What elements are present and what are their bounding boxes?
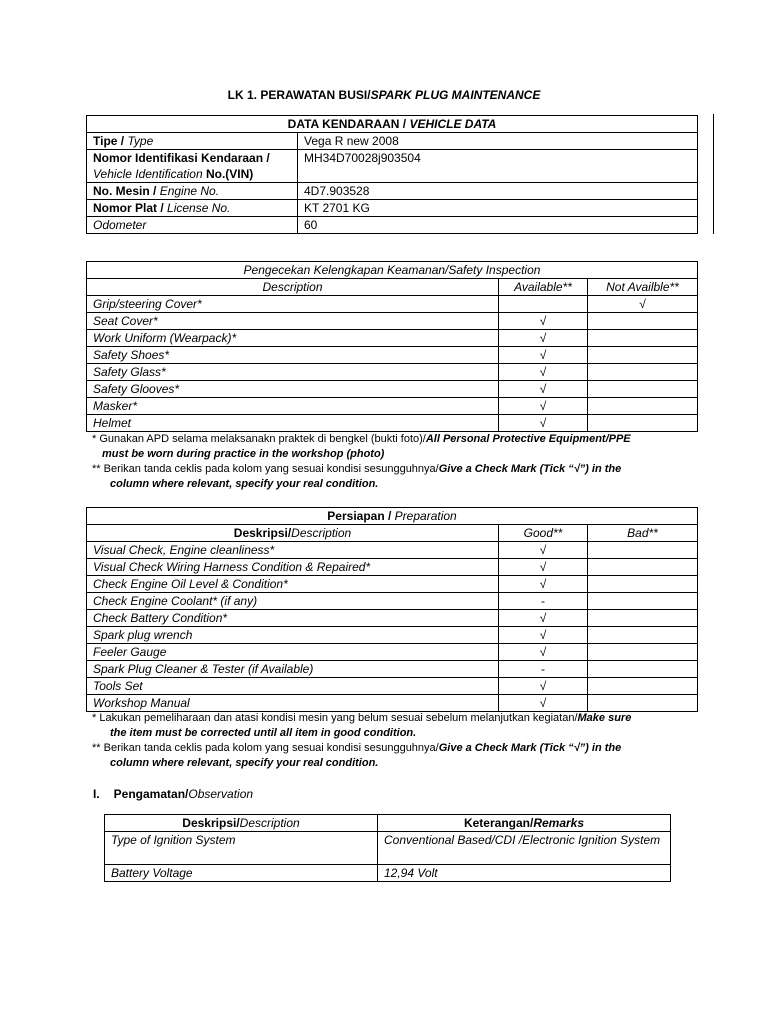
vehicle-value: Vega R new 2008: [298, 133, 698, 150]
page-title: LK 1. PERAWATAN BUSI/SPARK PLUG MAINTENANCE: [227, 88, 541, 102]
check-bad: [588, 542, 698, 559]
safety-title: Pengecekan Kelengkapan Keamanan/Safety Inspection: [87, 262, 698, 279]
table-row: [87, 183, 698, 200]
col-available: Available**: [499, 279, 588, 296]
vehicle-value: KT 2701 KG: [298, 200, 698, 217]
table-row: [105, 832, 671, 865]
table-row: [87, 678, 698, 695]
vehicle-value: 60: [298, 217, 698, 234]
safety-header-row: [87, 279, 698, 296]
table-row: [87, 398, 698, 415]
observation-header-row: [105, 815, 671, 832]
check-not-available: [588, 415, 698, 432]
table-row: [87, 695, 698, 712]
prep-note-2-cont: column where relevant, specify your real condition.: [110, 757, 379, 769]
check-good: √: [499, 559, 588, 576]
table-row: [105, 865, 671, 882]
safety-note-1-cont: must be worn during practice in the workshop (photo): [102, 448, 385, 460]
item-desc: Feeler Gauge: [87, 644, 499, 661]
col-bad: Bad**: [588, 525, 698, 542]
item-desc: Workshop Manual: [87, 695, 499, 712]
check-bad: [588, 593, 698, 610]
check-available: √: [499, 398, 588, 415]
check-not-available: [588, 347, 698, 364]
prep-title: Persiapan / Preparation: [87, 508, 698, 525]
item-desc: Visual Check Wiring Harness Condition & Repaired*: [87, 559, 499, 576]
safety-note-2: ** Berikan tanda ceklis pada kolom yang sesuai kondisi sesungguhnya/Give a Check Mark (Tick “√”) in the: [92, 463, 622, 475]
check-not-available: [588, 381, 698, 398]
item-desc: Tools Set: [87, 678, 499, 695]
item-desc: Check Engine Coolant* (if any): [87, 593, 499, 610]
vehicle-label: No. Mesin / Engine No.: [87, 183, 298, 200]
check-not-available: [588, 364, 698, 381]
check-good: -: [499, 593, 588, 610]
col-description: Deskripsi/Description: [105, 815, 378, 832]
prep-header-row: [87, 525, 698, 542]
vehicle-label: Nomor Plat / License No.: [87, 200, 298, 217]
check-available: √: [499, 330, 588, 347]
col-not-available: Not Availble**: [588, 279, 698, 296]
col-description: Deskripsi/Description: [87, 525, 499, 542]
item-desc: Seat Cover*: [87, 313, 499, 330]
table-row: [87, 415, 698, 432]
observation-remark: Conventional Based/CDI /Electronic Ignition System: [378, 832, 671, 865]
table-row: [87, 217, 698, 234]
check-bad: [588, 644, 698, 661]
check-good: √: [499, 627, 588, 644]
check-bad: [588, 627, 698, 644]
item-desc: Check Engine Oil Level & Condition*: [87, 576, 499, 593]
observation-heading: I. Pengamatan/Observation: [93, 787, 254, 801]
item-desc: Work Uniform (Wearpack)*: [87, 330, 499, 347]
table-row: [87, 200, 698, 217]
table-row: [87, 661, 698, 678]
item-desc: Grip/steering Cover*: [87, 296, 499, 313]
check-bad: [588, 678, 698, 695]
table-row: [87, 559, 698, 576]
vehicle-label: Tipe / Type: [87, 133, 298, 150]
table-row: [87, 313, 698, 330]
observation-table: [104, 814, 671, 882]
preparation-table: [86, 507, 698, 712]
table-row: [87, 296, 698, 313]
check-good: √: [499, 576, 588, 593]
check-available: √: [499, 364, 588, 381]
observation-desc: Type of Ignition System: [105, 832, 378, 865]
check-bad: [588, 695, 698, 712]
table-row: [87, 150, 698, 183]
prep-note-1: * Lakukan pemeliharaan dan atasi kondisi mesin yang belum sesuai sebelum melanjutkan kegiatan/Make sure: [92, 712, 632, 724]
table-row: [87, 627, 698, 644]
check-available: [499, 296, 588, 313]
table-row: [87, 644, 698, 661]
check-good: √: [499, 610, 588, 627]
prep-note-1-cont: the item must be corrected until all item in good condition.: [110, 727, 417, 739]
check-good: √: [499, 542, 588, 559]
item-desc: Spark Plug Cleaner & Tester (if Available): [87, 661, 499, 678]
table-row: [87, 381, 698, 398]
check-available: √: [499, 347, 588, 364]
item-desc: Helmet: [87, 415, 499, 432]
check-available: √: [499, 415, 588, 432]
col-description: Description: [87, 279, 499, 296]
check-bad: [588, 576, 698, 593]
col-good: Good**: [499, 525, 588, 542]
check-not-available: [588, 398, 698, 415]
table-row: [87, 330, 698, 347]
check-bad: [588, 610, 698, 627]
check-good: √: [499, 678, 588, 695]
check-good: -: [499, 661, 588, 678]
table-row: [87, 364, 698, 381]
col-remarks: Keterangan/Remarks: [378, 815, 671, 832]
safety-inspection-table: [86, 261, 698, 432]
table-row: [87, 576, 698, 593]
table-row: [87, 593, 698, 610]
check-bad: [588, 559, 698, 576]
item-desc: Check Battery Condition*: [87, 610, 499, 627]
safety-note-1: * Gunakan APD selama melaksanakn praktek di bengkel (bukti foto)/All Personal Protective Equipment/PPE: [92, 433, 631, 445]
safety-title-row: [87, 262, 698, 279]
margin-line: [713, 114, 714, 234]
check-available: √: [499, 381, 588, 398]
safety-notes: [92, 432, 692, 492]
item-desc: Safety Glass*: [87, 364, 499, 381]
item-desc: Masker*: [87, 398, 499, 415]
check-bad: [588, 661, 698, 678]
table-row: [87, 610, 698, 627]
table-row: [87, 133, 698, 150]
vehicle-value: 4D7.903528: [298, 183, 698, 200]
check-not-available: [588, 330, 698, 347]
prep-title-row: [87, 508, 698, 525]
item-desc: Spark plug wrench: [87, 627, 499, 644]
table-row: [87, 542, 698, 559]
observation-remark: 12,94 Volt: [378, 865, 671, 882]
observation-desc: Battery Voltage: [105, 865, 378, 882]
safety-note-2-cont: column where relevant, specify your real condition.: [110, 478, 379, 490]
vehicle-value: MH34D70028j903504: [298, 150, 698, 183]
item-desc: Safety Glooves*: [87, 381, 499, 398]
table-row: [87, 347, 698, 364]
vehicle-label: Odometer: [87, 217, 298, 234]
check-not-available: √: [588, 296, 698, 313]
prep-note-2: ** Berikan tanda ceklis pada kolom yang sesuai kondisi sesungguhnya/Give a Check Mark (Tick “√”) in the: [92, 742, 622, 754]
check-available: √: [499, 313, 588, 330]
check-good: √: [499, 644, 588, 661]
item-desc: Visual Check, Engine cleanliness*: [87, 542, 499, 559]
vehicle-data-table: [86, 115, 698, 234]
item-desc: Safety Shoes*: [87, 347, 499, 364]
vehicle-header: DATA KENDARAAN / VEHICLE DATA: [87, 116, 698, 133]
check-not-available: [588, 313, 698, 330]
vehicle-header-row: [87, 116, 698, 133]
prep-notes: [92, 711, 692, 771]
vehicle-label: Nomor Identifikasi Kendaraan / Vehicle Identification No.(VIN): [87, 150, 298, 183]
check-good: √: [499, 695, 588, 712]
